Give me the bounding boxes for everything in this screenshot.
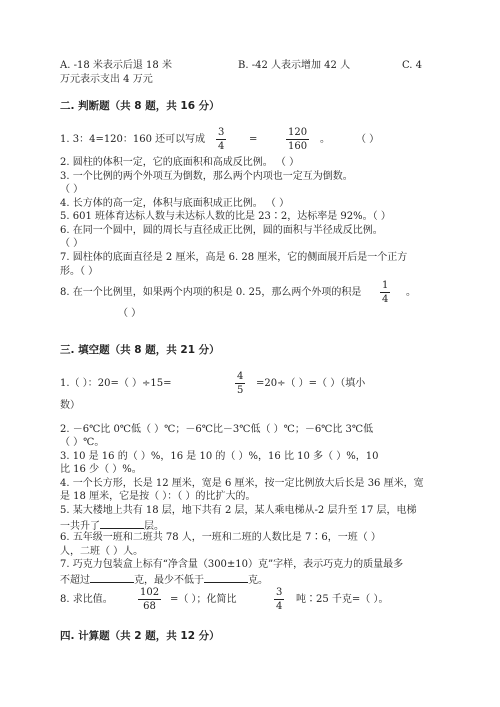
fraction-denominator: 160: [288, 141, 308, 152]
fill-q7: 7. 巧克力包装盒上标有“净含量（300±10）克”字样，表示巧克力的质量最多: [60, 559, 404, 570]
option-c: C. 4: [402, 60, 423, 71]
fill-q7-blank-max: [90, 573, 134, 583]
fill-q8-suffix: 吨∶25 千克=（ ）。: [296, 594, 389, 605]
fraction-numerator: 102: [140, 587, 160, 598]
judge-q7-continued: 形。（ ）: [60, 266, 99, 277]
judge-q3-answer: （ ）: [60, 184, 84, 195]
judge-q7: 7. 圆柱体的底面直径是 2 厘米，高是 6. 28 厘米，它的侧面展开后是一个正方: [60, 252, 408, 263]
fill-q2: 2. －6℃比 0℃低（ ）℃；－6℃比－3℃低（ ）℃；－6℃比 3℃低: [60, 424, 374, 435]
fraction-bar: [216, 139, 226, 140]
judge-q8: 8. 在一个比例里，如果两个内项的积是 0. 25，那么两个外项的积是: [60, 287, 362, 298]
fill-q7-middle: 克，最少不低于: [134, 575, 204, 586]
fill-q1-text: 1.（ ）：20=（ ）÷15=: [60, 378, 172, 389]
judge-q5: 5. 601 班体育达标人数与未达标人数的比是 23∶2，达标率是 92%。（ ）: [60, 211, 391, 222]
fill-q6: 6. 五年级一班和二班共 78 人，一班和二班的人数比是 7∶6，一班（ ）: [60, 532, 381, 543]
judge-q1-fraction-2: [286, 127, 309, 152]
fill-q7-blank-min: [204, 573, 248, 583]
fraction-bar: [380, 292, 390, 293]
fill-q8-text: 8. 求比值。: [60, 594, 113, 605]
fill-q1-wrap: 数）: [60, 400, 80, 411]
fraction-numerator: 3: [218, 127, 225, 138]
judge-q2: 2. 圆柱的体积一定，它的底面积和高成反比例。 （ ）: [60, 157, 300, 168]
fraction-denominator: 68: [143, 601, 156, 612]
fill-q5: 5. 某大楼地上共有 18 层，地下共有 2 层，某人乘电梯从-2 层升至 17 层，电梯: [60, 505, 417, 516]
judge-q4: 4. 长方体的高一定，体积与底面积成正比例。 （ ）: [60, 198, 290, 209]
fraction-bar: [235, 383, 245, 384]
judge-q1-text: 1. 3：4=120：160 还可以写成: [60, 134, 206, 145]
fill-q7-suffix: 克。: [248, 575, 268, 586]
option-c-continued: 万元表示支出 4 万元: [60, 74, 153, 85]
fraction-bar: [274, 599, 284, 600]
fill-q7-prefix: 不超过: [60, 575, 90, 586]
fill-q1-fraction: [235, 371, 245, 396]
judge-q1-fraction-1: [216, 127, 226, 152]
fill-q3: 3. 10 是 16 的（ ）%，16 是 10 的（ ）%，16 比 10 多（ ）%，10: [60, 451, 379, 462]
judge-q8-fraction: [380, 280, 390, 305]
fill-q8-fraction-2: [274, 587, 284, 612]
fill-q2-continued: （ ）℃。: [60, 437, 105, 448]
judge-q6: 6. 在同一个圆中，圆的周长与直径成正比例，圆的面积与半径成反比例。: [60, 225, 383, 236]
judge-q1-equals: =: [249, 134, 258, 145]
judge-q1-period: 。: [320, 134, 330, 145]
judge-q3: 3. 一个比例的两个外项互为倒数，那么两个内项也一定互为倒数。: [60, 171, 353, 182]
fraction-denominator: 4: [382, 294, 389, 305]
fill-q8-fraction-1: [138, 587, 161, 612]
fraction-numerator: 3: [276, 587, 283, 598]
fill-q5-blank: [100, 519, 144, 529]
judge-q6-answer: （ ）: [60, 238, 84, 249]
fraction-bar: [138, 599, 161, 600]
section-title-fill-in: 三. 填空题（共 8 题，共 21 分）: [60, 344, 220, 356]
section-title-judgement: 二. 判断题（共 8 题，共 16 分）: [60, 100, 220, 112]
option-a: A. -18 米表示后退 18 米: [60, 60, 172, 71]
fraction-numerator: 4: [237, 371, 244, 382]
fill-q5-prefix: 一共升了: [60, 521, 100, 532]
fill-q6-continued: 人，二班（ ）人。: [60, 546, 144, 557]
fill-q4-continued: 是 18 厘米，它是按（ ）：（ ）的比扩大的。: [60, 491, 256, 502]
fill-q4: 4. 一个长方形，长是 12 厘米，宽是 6 厘米，按一定比例放大后长是 36 厘米，宽: [60, 478, 424, 489]
fill-q5-suffix: 层。: [144, 521, 164, 532]
fraction-denominator: 4: [218, 141, 225, 152]
judge-q8-period: 。: [406, 287, 416, 298]
section-title-calculation: 四. 计算题（共 2 题，共 12 分）: [60, 630, 220, 642]
fraction-bar: [286, 139, 309, 140]
fill-q8-middle: =（ ）；化简比: [170, 594, 237, 605]
fraction-denominator: 5: [237, 385, 244, 396]
fraction-numerator: 1: [382, 280, 389, 291]
judge-q8-answer: （ ）: [118, 308, 142, 319]
fraction-numerator: 120: [288, 127, 308, 138]
fraction-denominator: 4: [276, 601, 283, 612]
fill-q5-continued: [60, 519, 164, 533]
fill-q7-continued: [60, 573, 268, 587]
option-b: B. -42 人表示增加 42 人: [238, 60, 351, 71]
fill-q1-text-continued: =20÷（ ）=（ ）（填小: [256, 378, 366, 389]
fill-q3-continued: 比 16 少（ ）%。: [60, 464, 142, 475]
judge-q1-answer: （ ）: [356, 134, 380, 145]
